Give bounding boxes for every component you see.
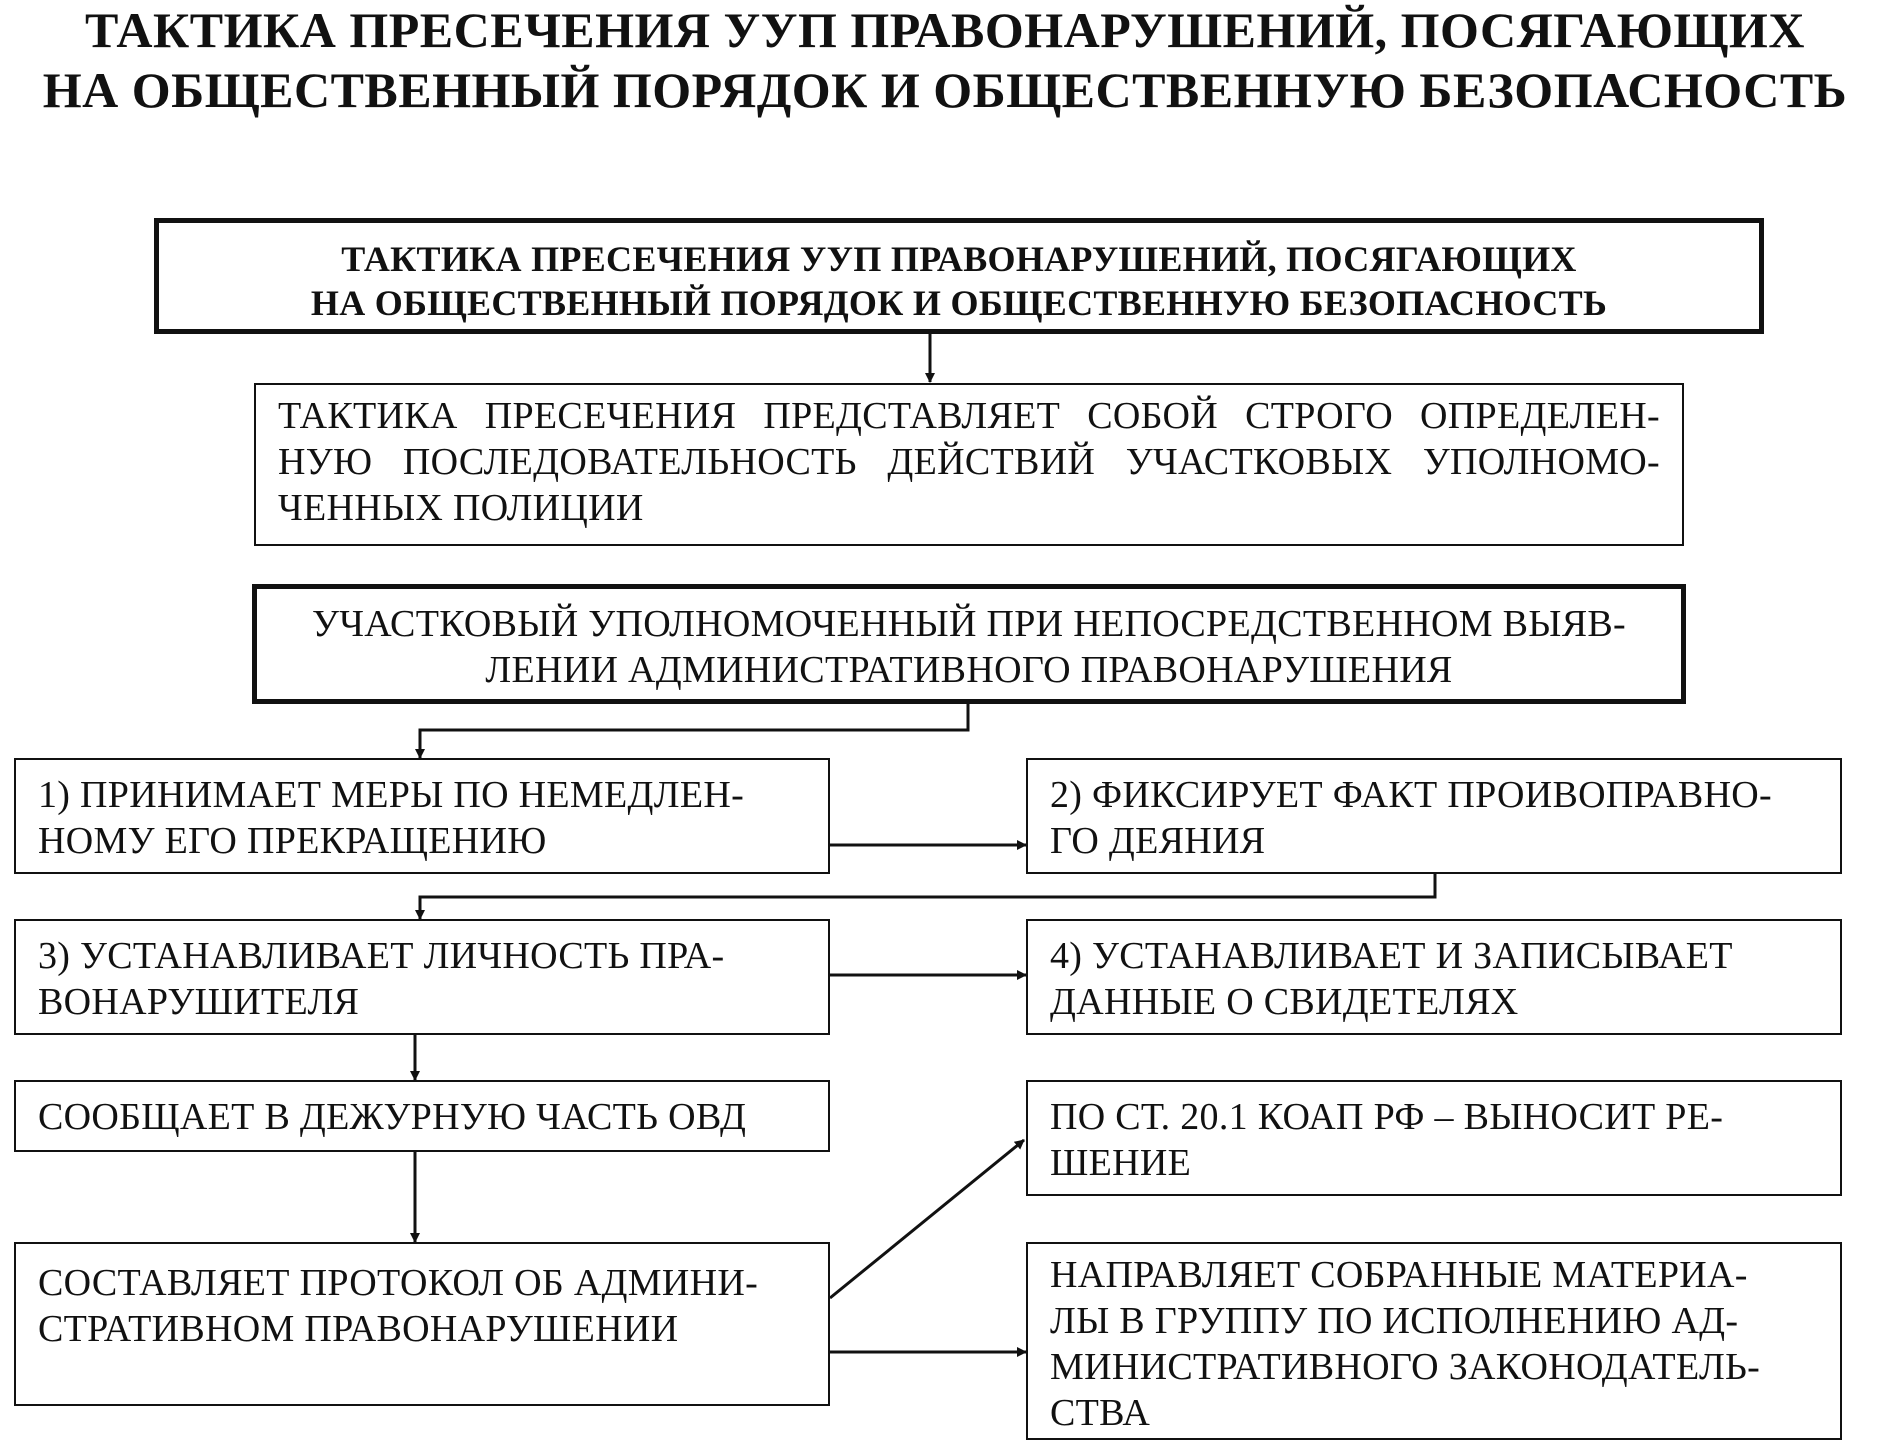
report-box [14, 1080, 830, 1152]
arrow-protocol-to-decision [830, 1140, 1024, 1298]
materials-box [1026, 1242, 1842, 1440]
page-title [0, 0, 1890, 120]
header-box-line-1: ТАКТИКА ПРЕСЕЧЕНИЯ УУП ПРАВОНАРУШЕНИЙ, ПОСЯГАЮЩИХ [341, 239, 1577, 279]
step-1-box [14, 758, 830, 874]
materials-box-line-1: НАПРАВЛЯЕТ СОБРАННЫЕ МАТЕРИА- [1050, 1254, 1748, 1296]
step-4-line-1: 4) УСТАНАВЛИВАЕТ И ЗАПИСЫВАЕТ [1050, 935, 1733, 977]
report-box-line-1: СООБЩАЕТ В ДЕЖУРНУЮ ЧАСТЬ ОВД [38, 1096, 747, 1138]
step-4-box [1026, 919, 1842, 1035]
officer-box-line-2: ЛЕНИИ АДМИНИСТРАТИВНОГО ПРАВОНАРУШЕНИЯ [485, 649, 1453, 691]
step-1-line-2: НОМУ ЕГО ПРЕКРАЩЕНИЮ [38, 820, 547, 862]
protocol-box-line-2: СТРАТИВНОМ ПРАВОНАРУШЕНИИ [38, 1308, 679, 1350]
officer-box [252, 584, 1686, 704]
materials-box-line-2: ЛЫ В ГРУППУ ПО ИСПОЛНЕНИЮ АД- [1050, 1300, 1739, 1342]
decision-box-line-2: ШЕНИЕ [1050, 1142, 1192, 1184]
definition-box-line-2: НУЮ ПОСЛЕДОВАТЕЛЬНОСТЬ ДЕЙСТВИЙ УЧАСТКОВЫХ УПОЛНОМО- [278, 441, 1660, 483]
step-1-line-1: 1) ПРИНИМАЕТ МЕРЫ ПО НЕМЕДЛЕН- [38, 774, 745, 816]
materials-box-line-3: МИНИСТРАТИВНОГО ЗАКОНОДАТЕЛЬ- [1050, 1346, 1761, 1388]
materials-box-line-4: СТВА [1050, 1392, 1151, 1434]
step-3-line-1: 3) УСТАНАВЛИВАЕТ ЛИЧНОСТЬ ПРА- [38, 935, 725, 977]
step-2-box [1026, 758, 1842, 874]
protocol-box-line-1: СОСТАВЛЯЕТ ПРОТОКОЛ ОБ АДМИНИ- [38, 1262, 759, 1304]
header-box [154, 218, 1764, 334]
definition-box-line-3: ЧЕННЫХ ПОЛИЦИИ [278, 487, 644, 529]
header-box-line-2: НА ОБЩЕСТВЕННЫЙ ПОРЯДОК И ОБЩЕСТВЕННУЮ БЕЗОПАСНОСТЬ [310, 283, 1608, 323]
definition-box [254, 383, 1684, 546]
decision-box-line-1: ПО СТ. 20.1 КОАП РФ – ВЫНОСИТ РЕ- [1050, 1096, 1724, 1138]
decision-box [1026, 1080, 1842, 1196]
step-2-line-2: ГО ДЕЯНИЯ [1050, 820, 1266, 862]
page-title-line-2: НА ОБЩЕСТВЕННЫЙ ПОРЯДОК И ОБЩЕСТВЕННУЮ БЕЗОПАСНОСТЬ [42, 62, 1848, 118]
step-2-line-1: 2) ФИКСИРУЕТ ФАКТ ПРОИВОПРАВНО- [1050, 774, 1773, 816]
definition-box-line-1: ТАКТИКА ПРЕСЕЧЕНИЯ ПРЕДСТАВЛЯЕТ СОБОЙ СТРОГО ОПРЕДЕЛЕН- [278, 395, 1660, 437]
arrow-step2-to-step3 [420, 873, 1435, 919]
protocol-box [14, 1242, 830, 1406]
step-3-box [14, 919, 830, 1035]
page-title-line-1: ТАКТИКА ПРЕСЕЧЕНИЯ УУП ПРАВОНАРУШЕНИЙ, ПОСЯГАЮЩИХ [85, 2, 1805, 58]
step-4-line-2: ДАННЫЕ О СВИДЕТЕЛЯХ [1050, 981, 1519, 1023]
arrow-officer-to-step1 [420, 703, 968, 758]
step-3-line-2: ВОНАРУШИТЕЛЯ [38, 981, 360, 1023]
officer-box-line-1: УЧАСТКОВЫЙ УПОЛНОМОЧЕННЫЙ ПРИ НЕПОСРЕДСТВЕННОМ ВЫЯВ- [312, 603, 1626, 645]
